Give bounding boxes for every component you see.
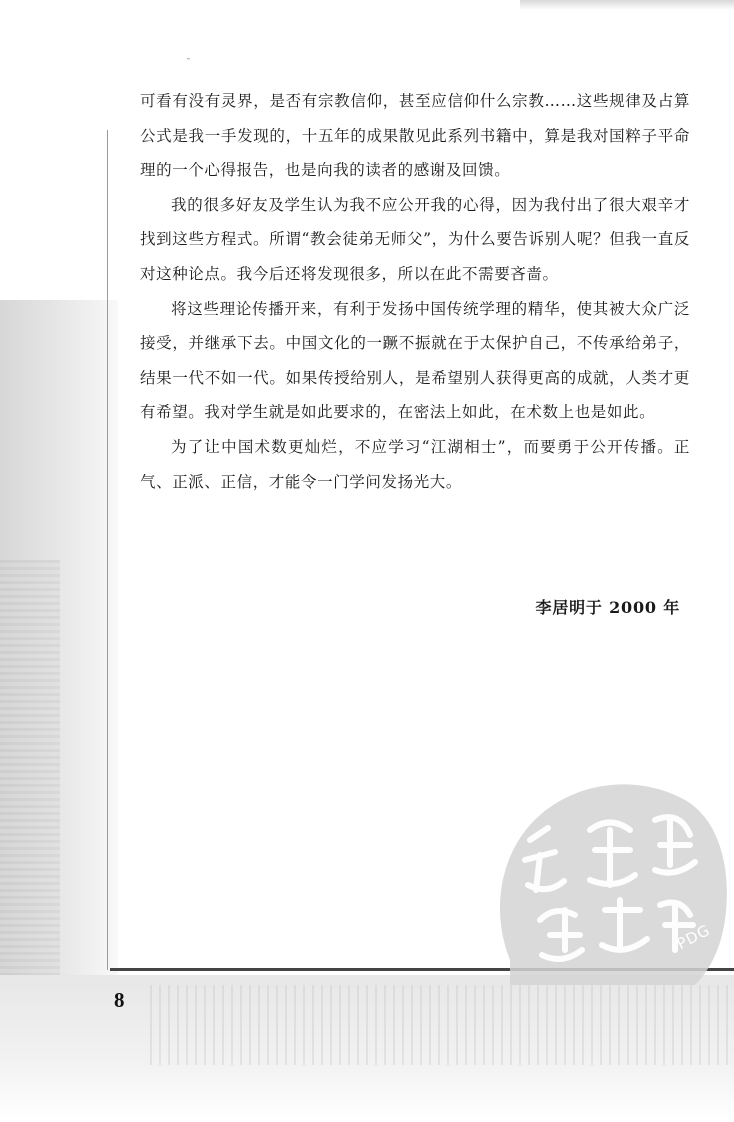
author-signature: 李居明于 2000 年	[535, 598, 680, 617]
paragraph-4: 为了让中国术数更灿烂，不应学习“江湖相士”，而要勇于公开传播。正气、正派、正信，才能令一门学问发扬光大。	[140, 437, 690, 491]
seal-watermark-icon	[470, 760, 734, 990]
scan-speck: ˉ	[186, 58, 191, 69]
left-margin-line	[107, 130, 108, 970]
paragraph-2: 我的很多好友及学生认为我不应公开我的心得，因为我付出了很大艰辛才找到这些方程式。所谓“教会徒弟无师父”，为什么要告诉别人呢？但我一直反对这种论点。我今后还将发现很多，所以在此不需要吝啬。	[140, 195, 690, 283]
main-text-block	[140, 84, 690, 499]
paragraph-3: 将这些理论传播开来，有利于发扬中国传统学理的精华，使其被大众广泛接受，并继承下去。中国文化的一蹶不振就在于太保护自己，不传承给弟子，结果一代不如一代。如果传授给别人，是希望别人获得更高的成就，人类才更有希望。我对学生就是如此要求的，在密法上如此，在术数上也是如此。	[140, 299, 690, 422]
paragraph-1: 可看有没有灵界，是否有宗教信仰，甚至应信仰什么宗教……这些规律及占算公式是我一手发现的，十五年的成果散见此系列书籍中，算是我对国粹子平命理的一个心得报告，也是向我的读者的感谢及回馈。	[140, 92, 690, 180]
page-number: 8	[114, 988, 125, 1012]
scan-top-shadow	[520, 0, 734, 10]
bottom-scan-texture	[150, 985, 734, 1065]
pdg-stamp-label: PDG	[673, 920, 714, 954]
